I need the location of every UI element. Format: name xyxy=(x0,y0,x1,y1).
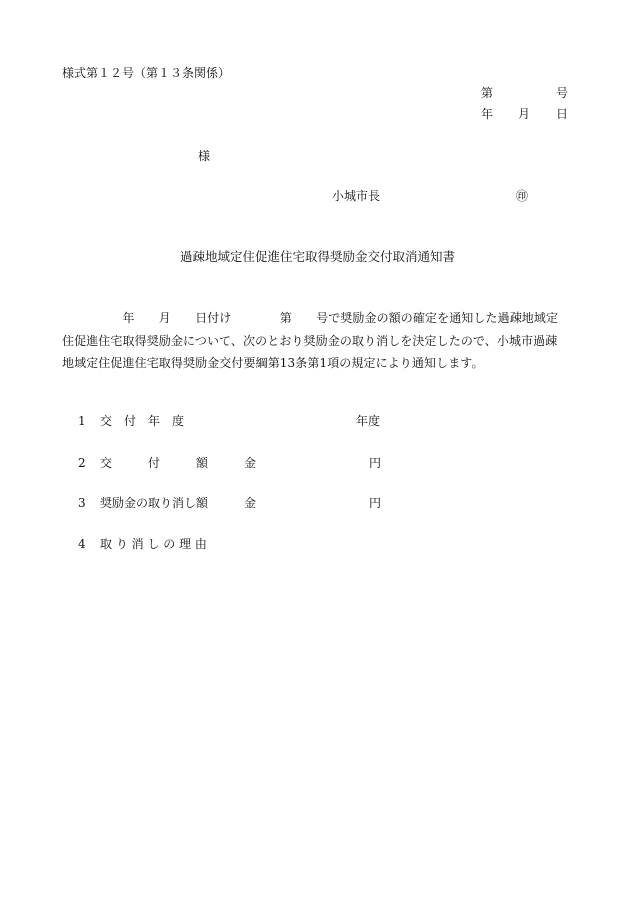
issuer-name: 小城市長 xyxy=(332,189,381,203)
item-number: 4 xyxy=(78,537,86,551)
date-day-label: 日 xyxy=(556,107,569,121)
date-month-label: 月 xyxy=(518,107,531,121)
item-number: 2 xyxy=(78,456,86,470)
date-year-label: 年 xyxy=(481,107,494,121)
item-unit-yen: 円 xyxy=(369,456,382,470)
item-label-cancelled-amount: 奨励金の取り消し額 金 xyxy=(100,496,257,510)
item-unit-yen: 円 xyxy=(369,496,382,510)
document-number-suffix: 号 xyxy=(556,86,569,100)
item-label-fiscal-year: 交 付 年 度 xyxy=(100,414,185,428)
item-number: 3 xyxy=(78,496,86,510)
item-label-grant-amount: 交 付 額 金 xyxy=(100,456,257,470)
form-number-label: 様式第１２号（第１３条関係） xyxy=(62,66,231,80)
body-text-line: 年 月 日付け 第 号で奨励金の額の確定を通知した過疎地域定 xyxy=(62,311,559,325)
document-title: 過疎地域定住促進住宅取得奨励金交付取消通知書 xyxy=(180,249,456,264)
seal-mark: ㊞ xyxy=(516,189,529,203)
item-label-cancellation-reason: 取 り 消 し の 理 由 xyxy=(100,537,207,551)
addressee-honorific: 様 xyxy=(198,149,211,163)
body-text-line: 住促進住宅取得奨励金について、次のとおり奨励金の取り消しを決定したので、小城市過疎 xyxy=(62,334,558,348)
item-number: 1 xyxy=(78,414,86,428)
item-unit-fiscal-year: 年度 xyxy=(356,414,381,428)
document-number-prefix: 第 xyxy=(481,86,494,100)
body-text-line: 地域定住促進住宅取得奨励金交付要綱第13条第1項の規定により通知します。 xyxy=(62,356,484,370)
